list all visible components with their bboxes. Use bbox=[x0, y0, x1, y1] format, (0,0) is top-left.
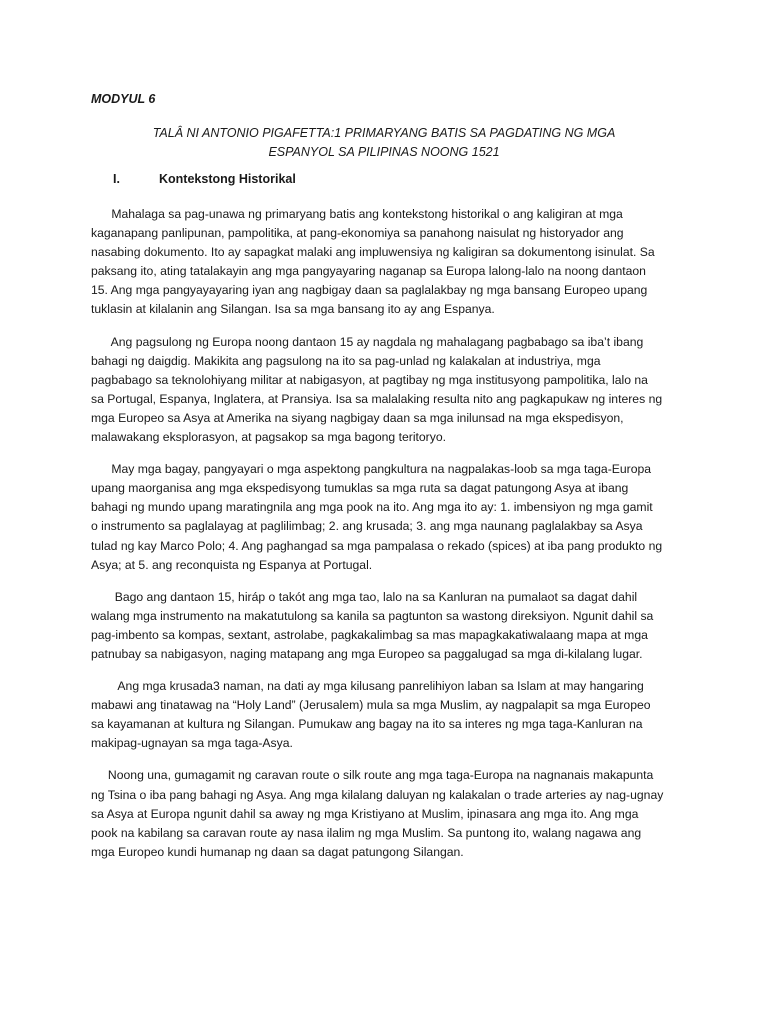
paragraph-line: Ang pagsulong ng Europa noong dantaon 15 ay nagdala ng mahalagang pagbabago sa iba’t ibang bbox=[91, 334, 644, 349]
paragraph-line: paksang ito, ating tatalakayin ang mga pangyayaring naganap sa Europa lalong-lalo na noong dantaon bbox=[91, 264, 646, 279]
paragraph-4 bbox=[91, 588, 681, 664]
paragraph-line: makipag-ugnayan sa mga taga-Asya. bbox=[91, 736, 293, 751]
paragraph-line: Noong una, gumagamit ng caravan route o silk route ang mga taga-Europa na nagnanais makapunta bbox=[91, 768, 654, 783]
paragraph-2 bbox=[91, 333, 681, 448]
paragraph-line: ng Tsina o iba pang bahagi ng Asya. Ang mga kilalang daluyan ng kalakalan o trade arteries ay nag-ugnay bbox=[91, 787, 664, 802]
paragraph-line: mga Europeo kundi humanap ng daan sa dagat patungong Silangan. bbox=[91, 844, 464, 859]
paragraph-line: pook na kabilang sa caravan route ay nasa ilalim ng mga Muslim. Sa puntong ito, walang nagawa ang bbox=[91, 825, 642, 840]
paragraph-line: Asya; at 5. ang reconquista ng Espanya at Portugal. bbox=[91, 557, 373, 572]
paragraph-line: Ang mga krusada3 naman, na dati ay mga kilusang panrelihiyon laban sa Islam at may hangaring bbox=[91, 679, 644, 694]
paragraph-line: nasabing dokumento. Ito ay sapagkat malaki ang impluwensiya ng kaligiran sa dokumentong isinulat. Sa bbox=[91, 245, 655, 260]
paragraph-line: sa Asya at Europa ngunit dahil sa away ng mga Kristiyano at Muslim, ipinasara ang mga ito. Ang mga bbox=[91, 806, 639, 821]
section-numeral: I. bbox=[113, 172, 120, 186]
section-heading bbox=[113, 172, 296, 186]
paragraph-line: May mga bagay, pangyayari o mga aspektong pangkultura na nagpalakas-loob sa mga taga-Europa bbox=[91, 462, 652, 477]
paragraph-line: pag-imbento sa kompas, sextant, astrolabe, pagkakalimbag sa mas mapagkakatiwalaang mapa at mga bbox=[91, 627, 648, 642]
paragraph-line: bahagi ng mundo upang maratingnila ang mga pook na ito. Ang mga ito ay: 1. imbensiyon ng mga gamit bbox=[91, 500, 653, 515]
paragraph-line: 15. Ang mga pangyayayaring iyan ang nagbigay daan sa paglalakbay ng mga bansang Europeo upang bbox=[91, 283, 648, 298]
title-line-1: TALÂ NI ANTONIO PIGAFETTA:1 PRIMARYANG BATIS SA PAGDATING NG MGA bbox=[152, 126, 616, 140]
body-text bbox=[91, 205, 681, 875]
paragraph-line: pagbabago sa teknolohiyang militar at nabigasyon, at pagtibay ng mga institusyong pampolitika, lalo na bbox=[91, 372, 648, 387]
paragraph-3 bbox=[91, 460, 681, 575]
paragraph-line: tuklasin at kilalanin ang Silangan. Isa sa mga bansang ito ay ang Espanya. bbox=[91, 302, 495, 317]
paragraph-line: Mahalaga sa pag-unawa ng primaryang batis ang kontekstong historikal o ang kaligiran at mga bbox=[91, 207, 623, 221]
title-line-2: ESPANYOL SA PILIPINAS NOONG 1521 bbox=[268, 145, 500, 159]
paragraph-line: malawakang eksplorasyon, at pagsakop sa mga bagong teritoryo. bbox=[91, 430, 447, 445]
module-label: MODYUL 6 bbox=[91, 92, 156, 106]
paragraph-line: tulad ng kay Marco Polo; 4. Ang paghangad sa mga pampalasa o rekado (spices) at iba pang produkto ng bbox=[91, 538, 663, 553]
paragraph-1 bbox=[91, 205, 681, 320]
paragraph-5 bbox=[91, 677, 681, 753]
paragraph-line: mga Europeo sa Asya at Amerika na siyang nagbigay daan sa mga inilunsad na mga ekspedisyon, bbox=[91, 410, 624, 425]
paragraph-line: kaganapang panlipunan, pampolitika, at pang-ekonomiya sa panahong naisulat ng historyador ang bbox=[91, 226, 624, 241]
paragraph-line: upang maorganisa ang mga ekspedisyong tumuklas sa mga ruta sa dagat patungong Asya at ibang bbox=[91, 481, 629, 496]
paragraph-line: patnubay sa nabigasyon, naging matapang ang mga Europeo sa paggalugad sa mga di-kilalang lugar. bbox=[91, 646, 643, 661]
paragraph-line: walang mga instrumento na makatutulong sa kanila sa pagtunton sa wastong direksiyon. Ngunit dahil sa bbox=[91, 608, 654, 623]
paragraph-6 bbox=[91, 766, 681, 861]
paragraph-line: bahagi ng daigdig. Makikita ang pagsulong na ito sa pag-unlad ng kalakalan at industriya, mga bbox=[91, 353, 601, 368]
paragraph-line: mabawi ang tinatawag na “Holy Land” (Jerusalem) mula sa mga Muslim, ay nagpalapit sa mga Europeo bbox=[91, 698, 651, 713]
paragraph-line: sa Portugal, Espanya, Inglatera, at Pransiya. Isa sa malalaking resulta nito ang pagkapukaw ng interes ng bbox=[91, 391, 663, 406]
paragraph-line: o instrumento sa paglalayag at paglilimbag; 2. ang krusada; 3. ang mga naunang paglalakbay sa Asya bbox=[91, 519, 643, 534]
document-title bbox=[91, 124, 677, 162]
paragraph-line: sa kayamanan at kultura ng Silangan. Pumukaw ang bagay na ito sa interes ng mga taga-Kanluran na bbox=[91, 717, 643, 732]
section-heading-text: Kontekstong Historikal bbox=[159, 172, 296, 186]
paragraph-line: Bago ang dantaon 15, hiráp o takót ang mga tao, lalo na sa Kanluran na pumalaot sa dagat dahil bbox=[91, 589, 638, 604]
